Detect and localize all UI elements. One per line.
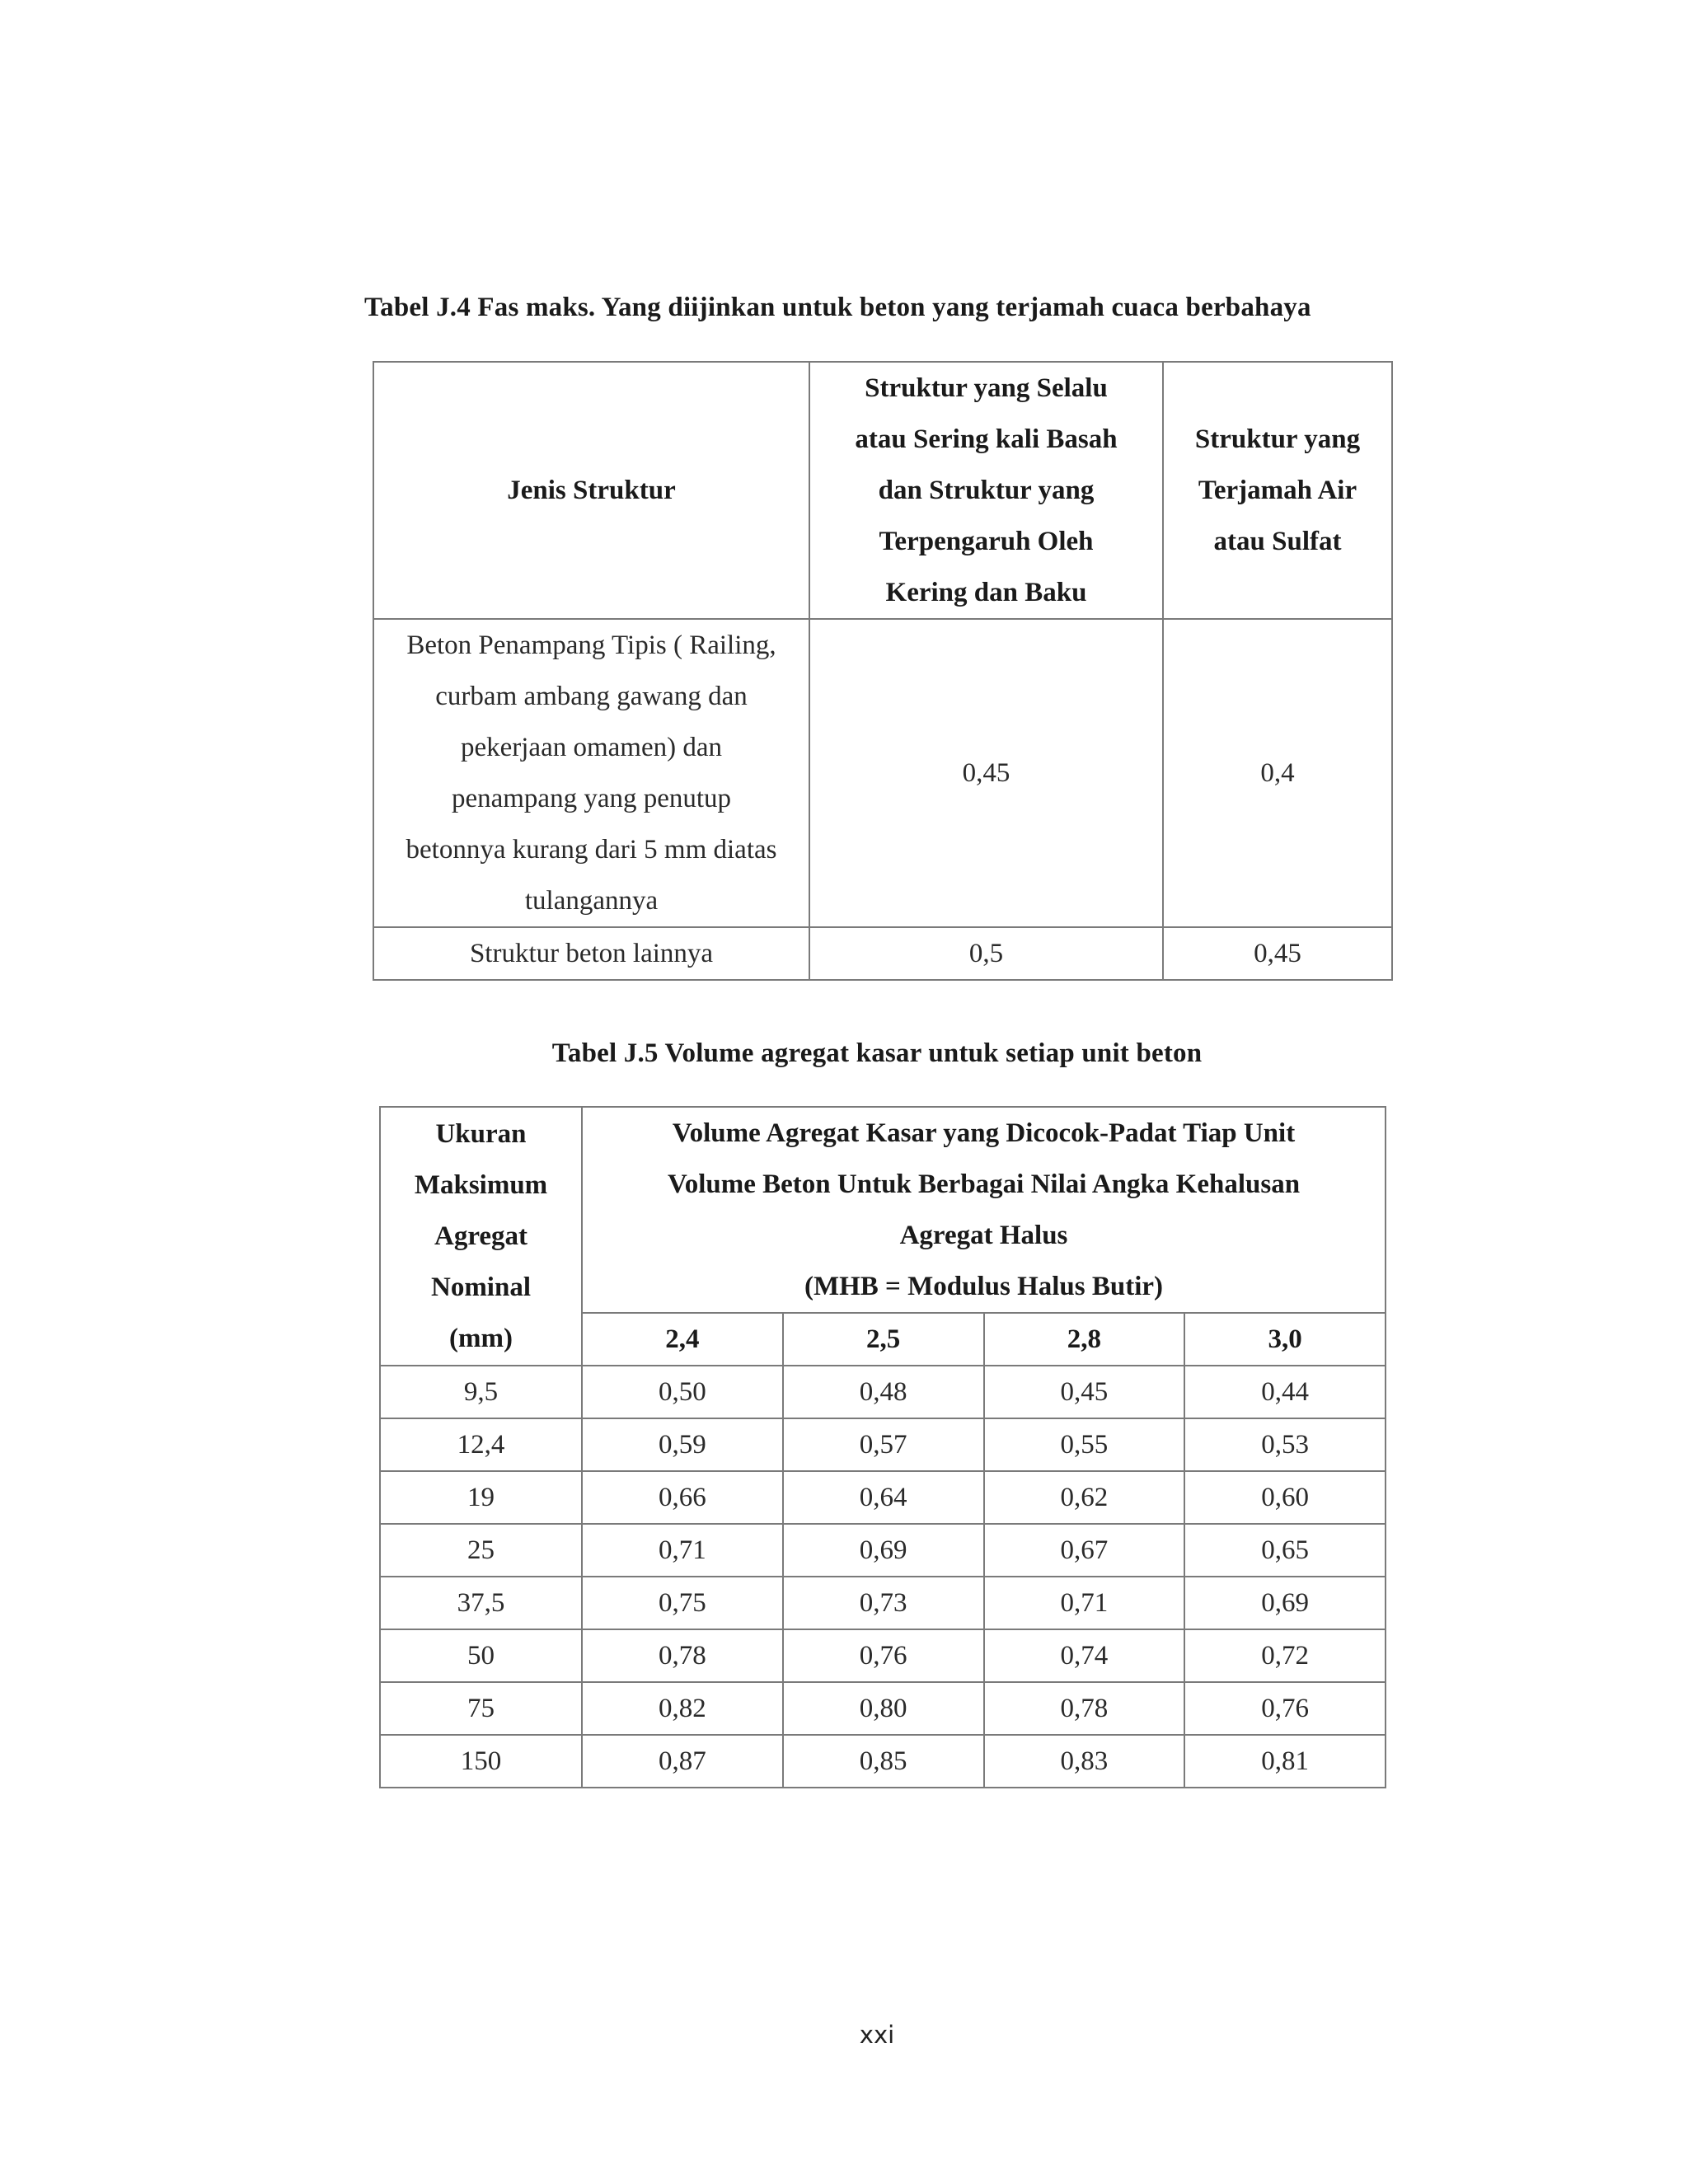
- table-row: [380, 1524, 1386, 1577]
- cell-line: Terjamah Air: [1198, 476, 1357, 505]
- cell-line: Kering dan Baku: [885, 578, 1087, 607]
- cell-volume: 0,81: [1184, 1735, 1386, 1788]
- header-mhb: 2,4: [582, 1313, 783, 1366]
- cell-value: 0,45: [1163, 927, 1392, 980]
- cell-volume: 0,71: [582, 1524, 783, 1577]
- cell-volume: 0,50: [582, 1366, 783, 1418]
- table-j4-caption: Tabel J.4 Fas maks. Yang diijinkan untuk beton yang terjamah cuaca berbahaya: [364, 293, 1311, 322]
- header-struktur-sulfat: [1163, 362, 1392, 619]
- cell-line: (mm): [449, 1324, 513, 1353]
- cell-volume: 0,85: [783, 1735, 984, 1788]
- cell-line: penampang yang penutup: [451, 784, 732, 813]
- cell-volume: 0,78: [582, 1629, 783, 1682]
- cell-volume: 0,65: [1184, 1524, 1386, 1577]
- cell-line: Terpengaruh Oleh: [879, 527, 1094, 556]
- cell-value: 0,5: [809, 927, 1163, 980]
- header-struktur-basah: [809, 362, 1163, 619]
- table-row: [380, 1366, 1386, 1418]
- cell-volume: 0,75: [582, 1577, 783, 1629]
- cell-volume: 0,87: [582, 1735, 783, 1788]
- table-row: [380, 1629, 1386, 1682]
- cell-line: atau Sering kali Basah: [855, 424, 1118, 454]
- cell-size: 75: [380, 1682, 582, 1735]
- row-label-penampang-tipis: [373, 619, 809, 927]
- cell-volume: 0,59: [582, 1418, 783, 1471]
- table-j5-caption: Tabel J.5 Volume agregat kasar untuk setiap unit beton: [551, 1038, 1203, 1068]
- cell-size: 150: [380, 1735, 582, 1788]
- table-j5: [379, 1106, 1386, 1788]
- table-j5-body: [380, 1366, 1386, 1788]
- cell-volume: 0,76: [783, 1629, 984, 1682]
- cell-volume: 0,73: [783, 1577, 984, 1629]
- cell-line: dan Struktur yang: [878, 476, 1095, 505]
- cell-line: Beton Penampang Tipis ( Railing,: [406, 630, 776, 660]
- cell-volume: 0,45: [984, 1366, 1185, 1418]
- cell-line: Jenis Struktur: [507, 476, 676, 505]
- header-volume-agregat: [582, 1107, 1386, 1313]
- cell-volume: 0,82: [582, 1682, 783, 1735]
- cell-line: Agregat: [434, 1221, 528, 1251]
- cell-volume: 0,71: [984, 1577, 1185, 1629]
- cell-volume: 0,67: [984, 1524, 1185, 1577]
- cell-value: 0,45: [809, 619, 1163, 927]
- cell-line: Nominal: [430, 1272, 531, 1302]
- table-row: [380, 1418, 1386, 1471]
- cell-line: Struktur beton lainnya: [469, 939, 714, 968]
- header-mhb: 3,0: [1184, 1313, 1386, 1366]
- header-ukuran-maksimum: [380, 1107, 582, 1366]
- cell-volume: 0,48: [783, 1366, 984, 1418]
- cell-line: Struktur yang: [1194, 424, 1361, 454]
- table-row: [380, 1577, 1386, 1629]
- cell-size: 25: [380, 1524, 582, 1577]
- table-row: [380, 1735, 1386, 1788]
- cell-volume: 0,76: [1184, 1682, 1386, 1735]
- cell-volume: 0,78: [984, 1682, 1185, 1735]
- table-j4: [373, 361, 1393, 981]
- cell-size: 19: [380, 1471, 582, 1524]
- cell-size: 37,5: [380, 1577, 582, 1629]
- cell-line: tulangannya: [524, 886, 659, 916]
- cell-size: 50: [380, 1629, 582, 1682]
- cell-volume: 0,72: [1184, 1629, 1386, 1682]
- cell-line: Struktur yang Selalu: [865, 373, 1108, 403]
- header-jenis-struktur: [373, 362, 809, 619]
- cell-volume: 0,44: [1184, 1366, 1386, 1418]
- cell-volume: 0,64: [783, 1471, 984, 1524]
- cell-volume: 0,53: [1184, 1418, 1386, 1471]
- cell-line: betonnya kurang dari 5 mm diatas: [406, 835, 777, 865]
- cell-volume: 0,69: [1184, 1577, 1386, 1629]
- cell-line: pekerjaan omamen) dan: [460, 733, 722, 762]
- cell-size: 12,4: [380, 1418, 582, 1471]
- cell-line: curbam ambang gawang dan: [435, 682, 748, 711]
- cell-volume: 0,57: [783, 1418, 984, 1471]
- cell-volume: 0,55: [984, 1418, 1185, 1471]
- cell-line: atau Sulfat: [1213, 527, 1342, 556]
- cell-line: (MHB = Modulus Halus Butir): [804, 1272, 1164, 1301]
- page-number: xxi: [859, 2021, 895, 2049]
- table-row: [380, 1471, 1386, 1524]
- cell-volume: 0,69: [783, 1524, 984, 1577]
- cell-volume: 0,60: [1184, 1471, 1386, 1524]
- cell-line: Volume Agregat Kasar yang Dicocok-Padat Tiap Unit: [672, 1118, 1296, 1148]
- cell-volume: 0,62: [984, 1471, 1185, 1524]
- cell-volume: 0,83: [984, 1735, 1185, 1788]
- cell-line: Ukuran: [435, 1119, 527, 1149]
- table-row: [380, 1682, 1386, 1735]
- cell-line: Agregat Halus: [899, 1221, 1068, 1250]
- cell-value: 0,4: [1163, 619, 1392, 927]
- row-label-struktur-lainnya: [373, 927, 809, 980]
- cell-line: Volume Beton Untuk Berbagai Nilai Angka Kehalusan: [667, 1169, 1301, 1199]
- header-mhb: 2,5: [783, 1313, 984, 1366]
- header-mhb: 2,8: [984, 1313, 1185, 1366]
- cell-volume: 0,80: [783, 1682, 984, 1735]
- cell-volume: 0,74: [984, 1629, 1185, 1682]
- cell-size: 9,5: [380, 1366, 582, 1418]
- cell-volume: 0,66: [582, 1471, 783, 1524]
- cell-line: Maksimum: [414, 1170, 548, 1200]
